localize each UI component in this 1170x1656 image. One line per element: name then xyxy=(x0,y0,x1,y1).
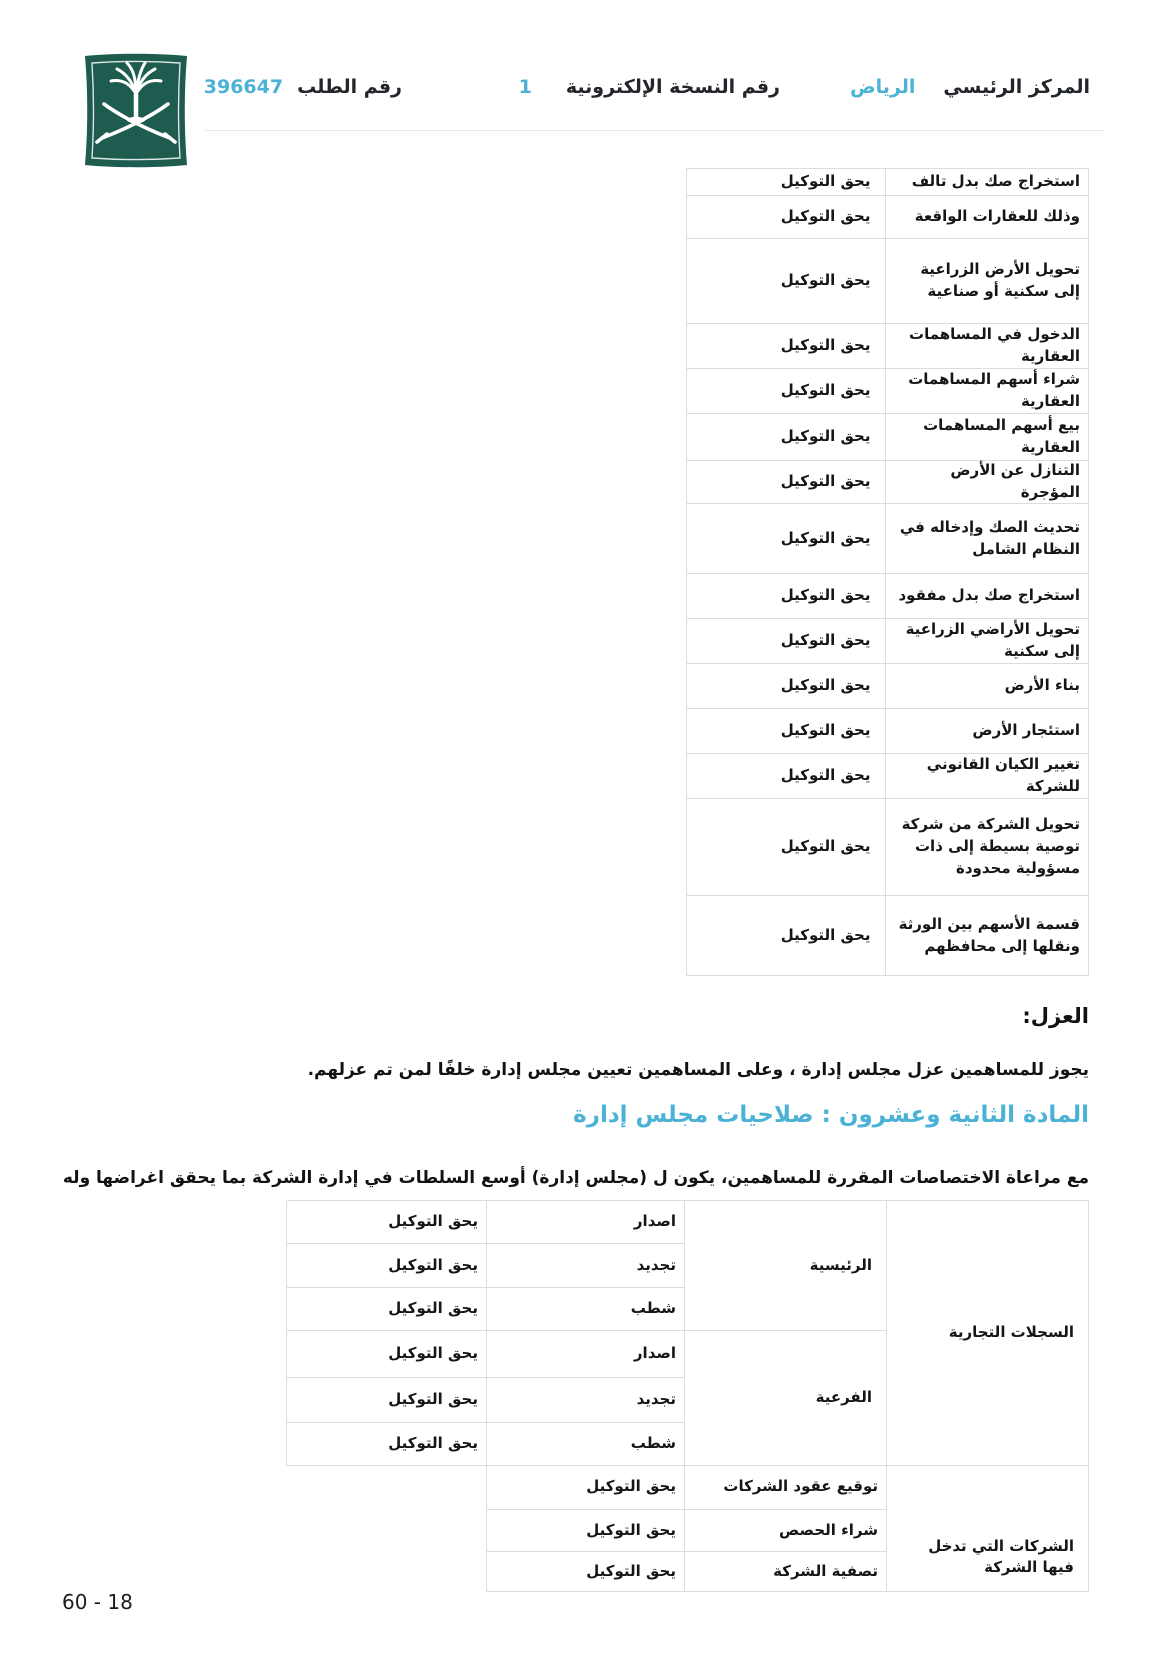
power-value: يحق التوكيل xyxy=(686,169,885,196)
table-row xyxy=(686,239,1088,324)
power-item: استخراج صك بدل مفقود xyxy=(885,574,1088,619)
power-item: تغيير الكيان القانوني للشركة xyxy=(885,754,1088,799)
power-item: استخراج صك بدل تالف xyxy=(885,169,1088,196)
company-item: شراء الحصص xyxy=(684,1510,886,1552)
power-value: يحق التوكيل xyxy=(686,504,885,574)
power-item: التنازل عن الأرض المؤجرة xyxy=(885,461,1088,504)
palm-swords-emblem-icon xyxy=(75,52,197,169)
dismissal-heading: العزل: xyxy=(1022,1004,1089,1028)
register-action: اصدار xyxy=(486,1201,684,1244)
register-action: تجديد xyxy=(486,1378,684,1423)
table-row xyxy=(686,709,1088,754)
power-value: يحق التوكيل xyxy=(686,461,885,504)
table-row xyxy=(686,324,1088,369)
companies-table xyxy=(487,1465,1089,1592)
header-request-number xyxy=(204,76,402,98)
power-item: الدخول في المساهمات العقارية xyxy=(885,324,1088,369)
table-row xyxy=(686,169,1088,196)
article-22-paragraph: مع مراعاة الاختصاصات المقررة للمساهمين، يكون ل (مجلس إدارة) أوسع السلطات في إدارة الشركة بما يحقق اغراضها وله xyxy=(62,1168,1089,1188)
power-item: استئجار الأرض xyxy=(885,709,1088,754)
table-row xyxy=(686,619,1088,664)
power-value: يحق التوكيل xyxy=(686,754,885,799)
power-item: تحويل الأرض الزراعية إلى سكنية أو صناعية xyxy=(885,239,1088,324)
commercial-registers-table xyxy=(287,1200,1089,1466)
subcategory-main-register: الرئيسية xyxy=(684,1201,886,1331)
register-action-value: يحق التوكيل xyxy=(286,1288,486,1331)
register-action-value: يحق التوكيل xyxy=(286,1378,486,1423)
register-action-value: يحق التوكيل xyxy=(286,1423,486,1466)
header-divider xyxy=(205,130,1105,131)
power-value: يحق التوكيل xyxy=(686,414,885,461)
power-item: شراء أسهم المساهمات العقارية xyxy=(885,369,1088,414)
power-value: يحق التوكيل xyxy=(686,574,885,619)
main-center-label: المركز الرئيسي xyxy=(943,76,1090,98)
table-row xyxy=(686,574,1088,619)
register-action: شطب xyxy=(486,1423,684,1466)
main-center-value: الرياض xyxy=(850,76,916,98)
header-branch xyxy=(850,76,1090,98)
header-copy-number xyxy=(519,76,780,98)
power-item: وذلك للعقارات الواقعة xyxy=(885,196,1088,239)
request-number-label: رقم الطلب xyxy=(297,76,402,98)
power-value: يحق التوكيل xyxy=(686,196,885,239)
power-item: بيع أسهم المساهمات العقارية xyxy=(885,414,1088,461)
table-row xyxy=(686,504,1088,574)
page-number: 60 - 18 xyxy=(62,1590,133,1614)
register-action: شطب xyxy=(486,1288,684,1331)
power-value: يحق التوكيل xyxy=(686,664,885,709)
power-item: بناء الأرض xyxy=(885,664,1088,709)
table-row xyxy=(686,414,1088,461)
company-item-value: يحق التوكيل xyxy=(486,1552,684,1592)
power-value: يحق التوكيل xyxy=(686,324,885,369)
table-row xyxy=(686,664,1088,709)
table-row xyxy=(686,896,1088,976)
powers-table xyxy=(686,168,1089,976)
register-action: تجديد xyxy=(486,1244,684,1288)
request-number-value: 396647 xyxy=(203,76,284,98)
power-item: تحويل الأراضي الزراعية إلى سكنية xyxy=(885,619,1088,664)
power-value: يحق التوكيل xyxy=(686,619,885,664)
register-action-value: يحق التوكيل xyxy=(286,1201,486,1244)
table-row xyxy=(686,799,1088,896)
power-value: يحق التوكيل xyxy=(686,369,885,414)
category-commercial-registers: السجلات التجارية xyxy=(886,1201,1088,1466)
power-value: يحق التوكيل xyxy=(686,709,885,754)
power-value: يحق التوكيل xyxy=(686,799,885,896)
power-item: قسمة الأسهم بين الورثة ونقلها إلى محافظهم xyxy=(885,896,1088,976)
table-row xyxy=(686,461,1088,504)
category-companies: الشركات التي تدخل فيها الشركة xyxy=(886,1465,1088,1592)
subcategory-branch-register: الفرعية xyxy=(684,1331,886,1466)
copy-number-value: 1 xyxy=(518,76,532,98)
power-item: تحويل الشركة من شركة توصية بسيطة إلى ذات مسؤولية محدودة xyxy=(885,799,1088,896)
power-item: تحديث الصك وإدخاله في النظام الشامل xyxy=(885,504,1088,574)
table-row xyxy=(686,196,1088,239)
power-value: يحق التوكيل xyxy=(686,896,885,976)
company-item-value: يحق التوكيل xyxy=(486,1510,684,1552)
copy-number-label: رقم النسخة الإلكترونية xyxy=(565,76,780,98)
power-value: يحق التوكيل xyxy=(686,239,885,324)
register-action-value: يحق التوكيل xyxy=(286,1331,486,1378)
article-22-heading: المادة الثانية وعشرون : صلاحيات مجلس إدارة xyxy=(573,1102,1089,1128)
register-action-value: يحق التوكيل xyxy=(286,1244,486,1288)
table-row xyxy=(686,754,1088,799)
table-row xyxy=(686,369,1088,414)
company-item: تصفية الشركة xyxy=(684,1552,886,1592)
company-item-value: يحق التوكيل xyxy=(486,1465,684,1510)
saudi-emblem-logo xyxy=(75,52,197,169)
company-item: توقيع عقود الشركات xyxy=(684,1465,886,1510)
register-action: اصدار xyxy=(486,1331,684,1378)
dismissal-paragraph: يجوز للمساهمين عزل مجلس إدارة ، وعلى المساهمين تعيين مجلس إدارة خلفًا لمن تم عزلهم. xyxy=(307,1060,1089,1080)
